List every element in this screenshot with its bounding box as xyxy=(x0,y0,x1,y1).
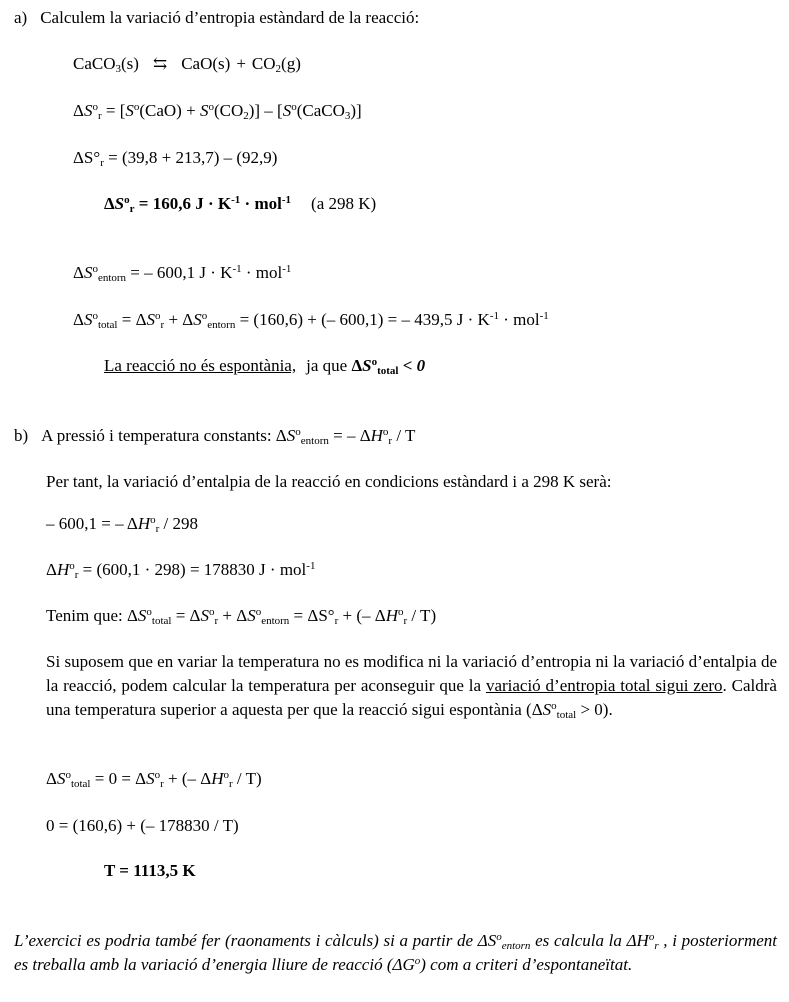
total-entropy-relation: Tenim que: $\Delta S^o_{total} = \Delta S^o_r + \Delta S^o_{entorn} = \Delta S^\circ_r$ + (– $\Delta H^o_r / T$) xyxy=(46,606,437,627)
enthalpy-intro: Per tant, la variació d’entalpia de la reacció en condicions estàndard i a 298 K serà: xyxy=(46,472,612,491)
zero-entropy-equation: $\Delta S^o_{total} = 0 = \Delta S^o_r$ + (– $\Delta H^o_r / T$) xyxy=(46,769,262,790)
enthalpy-equation-1: – 600,1 = – $\Delta H^o_r / 298$ xyxy=(46,514,199,535)
equilibrium-arrow-icon: ⇆ xyxy=(152,54,168,73)
conclusion-underlined: La reacció no és espontània, xyxy=(104,356,297,375)
entropy-result: $\Delta S^o_r = 160,6$ $J \cdot K^{-1} \cdot mol^{-1}$ (a 298 K) xyxy=(104,194,377,215)
part-a-heading-text: Calculem la variació d’entropia estàndard de la reacció: xyxy=(40,8,420,27)
temperature-paragraph: Si suposem que en variar la temperatura no es modifica ni la variació d’entropia ni la variació d’entalpia de la reacció, podem calcular la temperatura per aconseguir que la variació d’entropia total sigui zero. Caldrà una temperatura superior a aquesta per que la reacció sigui espontània $(\Delta S^o_{total} > 0)$. xyxy=(46,652,777,721)
entropy-surroundings: $\Delta S^o_{entorn}$ = – 600,1 $J \cdot K^{-1} \cdot mol^{-1}$ xyxy=(73,263,292,284)
closing-note: L’exercici es podria també fer (raonaments i càlculs) si a partir de $\Delta S^o_{entorn}$ es calcula la $\Delta H^o_r$ , i posteriorment es treballa amb la variació d’energia lliure de reacció $(\Delta G^o)$ com a criteri d’espontaneïtat. xyxy=(14,931,777,974)
entropy-numeric: $\Delta S^\circ_r = (39,8 + 213,7) - (92,9)$ xyxy=(73,148,278,169)
temperature-result: T = 1113,5 K xyxy=(104,861,196,880)
part-b-marker: b) xyxy=(14,426,29,445)
part-a-heading xyxy=(14,7,419,29)
entropy-total: $\Delta S^o_{total} = \Delta S^o_r + \Delta S^o_{entorn} = (160,6)$ + (– 600,1) = – 439,5 $J \cdot K^{-1} \cdot mol^{-1}$ xyxy=(73,310,549,331)
part-a-marker: a) xyxy=(14,8,28,27)
paragraph-underlined: variació d’entropia total sigui zero xyxy=(485,676,723,695)
enthalpy-equation-2: $\Delta H^o_r = (600,1 \cdot 298) = 178830$ J · mol$^{-1}$ xyxy=(46,560,316,581)
reaction-equation: CaCO$_3$(s) ⇆ $CaO(s) + CO_2(g)$ xyxy=(73,54,301,75)
part-b-heading: b) A pressió i temperatura constants: $\Delta S^o_{entorn}$ = – $\Delta H^o_r$ / T xyxy=(14,426,416,447)
entropy-formula: $\Delta S^o_r = [S^o(CaO) + S^o(CO_2)]$ – $[S^o(CaCO_3)]$ xyxy=(73,101,362,122)
temperature-equation: 0 = (160,6) + (– 178830 / T) xyxy=(46,816,239,835)
spontaneity-conclusion: La reacció no és espontània, ja que $\Delta S^o_{total} < 0$ xyxy=(104,356,426,377)
